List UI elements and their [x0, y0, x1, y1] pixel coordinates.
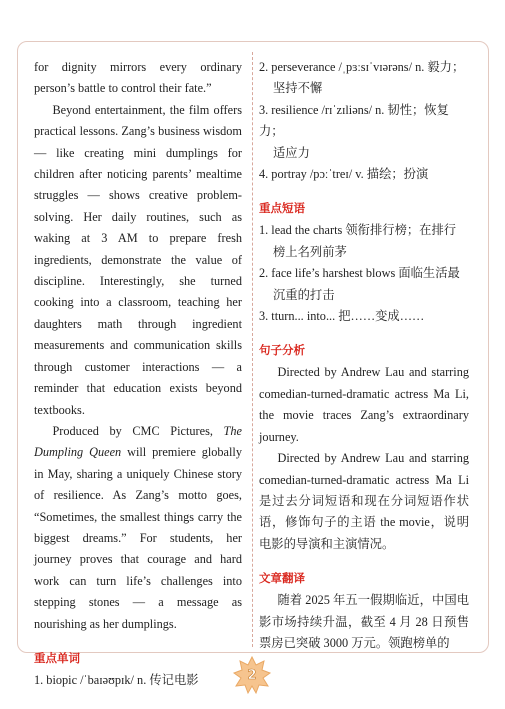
- phrase-heading: 重点短语: [259, 201, 305, 216]
- phrase-item-1-line2: 榜上名列前茅: [273, 244, 347, 259]
- sentence-analysis-chinese: 是过去分词短语和现在分词短语作状语，修饰句子的主语 the movie，说明电影的导演和主演情况。: [259, 493, 469, 551]
- right-column: [259, 57, 469, 654]
- vocab-item-3-line2: 适应力: [273, 145, 310, 160]
- paragraph-3-rest: will premiere globally in May, sharing a uniquely Chinese story of resilience. As Zang’s motto goes, “Sometimes, the smallest things carry the biggest dreams.” For students, her journey proves that courage and hard work can turn life’s challenges into stepping stones — a message as nourishing as her dumplings.: [34, 445, 242, 631]
- vocab-item-2: [259, 57, 469, 100]
- vocab-item-1: 1. biopic /ˈbaɪəʊpɪk/ n. 传记电影: [34, 672, 199, 687]
- vocab-item-3-line1: 3. resilience /rɪˈzɪliəns/ n. 韧性；恢复力；: [259, 102, 449, 139]
- sentence-analysis-english: Directed by Andrew Lau and starring comedian-turned-dramatic actress Ma Li: [259, 451, 469, 487]
- phrase-item-2-line2: 沉重的打击: [273, 287, 335, 302]
- paragraph-1: for dignity mirrors every ordinary person’s battle to control their fate.”: [34, 60, 242, 96]
- film-title: The Dumpling Queen: [34, 423, 242, 460]
- phrase-item-2: [259, 263, 469, 306]
- left-column: [34, 57, 242, 691]
- paragraph-3-start: Produced by CMC Pictures,: [52, 423, 224, 438]
- paragraph-3: [34, 421, 242, 635]
- phrase-item-1-line1: 1. lead the charts 领衔排行榜；在排行: [259, 223, 457, 238]
- page-number: 2: [247, 667, 257, 683]
- vocab-item-2-line2: 坚持不懈: [273, 81, 323, 96]
- vocab-item-3: [259, 100, 469, 164]
- sentence-english: Directed by Andrew Lau and starring comedian-turned-dramatic actress Ma Li, the movie traces Zang’s extraordinary journey.: [259, 365, 469, 444]
- vocab-item-4: 4. portray /pɔːˈtreɪ/ v. 描绘；扮演: [259, 167, 429, 182]
- column-divider: [252, 52, 253, 647]
- sentence-heading: 句子分析: [259, 343, 305, 358]
- translation-heading: 文章翻译: [259, 571, 305, 586]
- vocab-heading: 重点单词: [34, 650, 80, 665]
- phrase-item-2-line1: 2. face life’s harshest blows 面临生活最: [259, 266, 460, 281]
- phrase-item-1: [259, 220, 469, 263]
- phrase-item-3: 3. tturn... into... 把……变成……: [259, 309, 425, 324]
- vocab-item-2-line1: 2. perseverance /ˌpɜːsɪˈvɪərəns/ n. 毅力；: [259, 60, 465, 74]
- translation-text: 随着 2025 年五一假期临近，中国电影市场持续升温，截至 4 月 28 日预售票房已突破 3000 万元。领跑榜单的: [259, 593, 469, 650]
- paragraph-2: Beyond entertainment, the film offers practical lessons. Zang’s business wisdom — like creating mini dumplings for children after noticing parents’ mealtime struggles — shows creative problem-solving. Her daily routines, such as waking at 3 AM to prepare fresh ingredients, demonstrate the value of discipline. Interestingly, she turned cooking into a classroom, teaching her daughters math through ingredient measurements and communication skills through customer interactions — a reminder that education exists beyond textbooks.: [34, 102, 242, 417]
- page-number-badge: [232, 655, 272, 695]
- sentence-analysis: [259, 448, 469, 555]
